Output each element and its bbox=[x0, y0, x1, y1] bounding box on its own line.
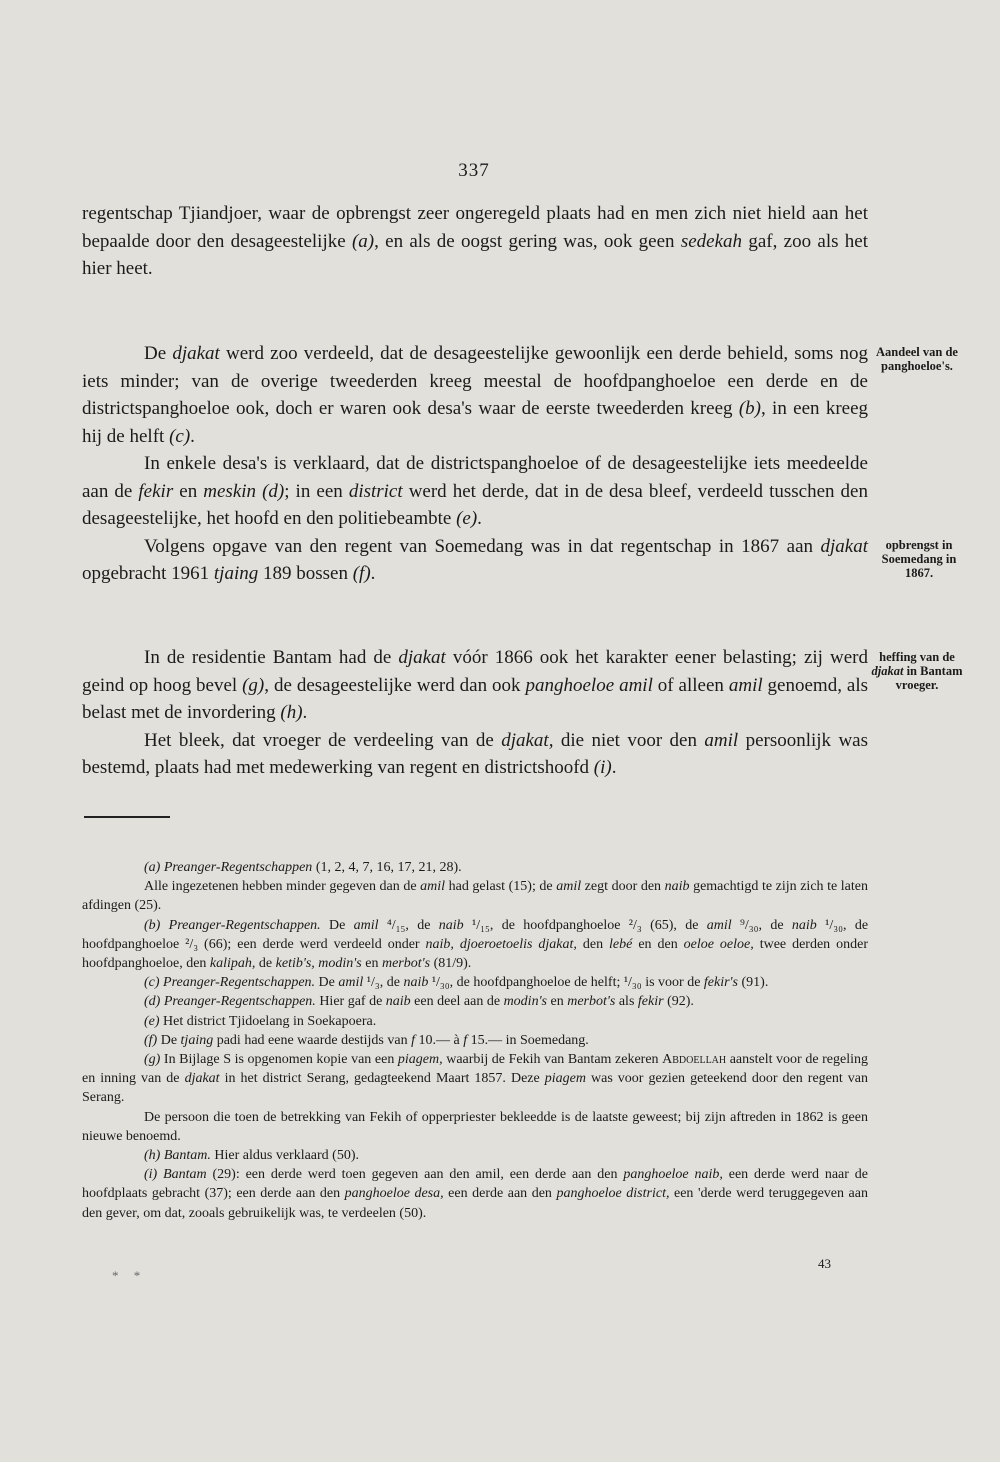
footnote-a-cont: Alle ingezetenen hebben minder gegeven dan de amil had gelast (15); de amil zegt door den naib gemachtigd te zijn zich te laten afdingen (25). bbox=[82, 879, 868, 914]
margin-note-bantam: heffing van de djakat in Bantam vroeger. bbox=[871, 650, 963, 692]
print-artifact: * * bbox=[112, 1268, 147, 1283]
footnote-g: (g) In Bijlage S is opgenomen kopie van een piagem, waarbij de Fekih van Bantam zekeren Abdoellah aanstelt voor de regeling en inning van de djakat in het district Serang, gedagteekend Maart 1857. Deze piagem was voor gezien geteekend door den regent van Serang. bbox=[82, 1052, 869, 1106]
footnote-c: (c) Preanger-Regentschappen. De amil ¹/₃, de naib ¹/₃₀, de hoofdpanghoeloe de helft; ¹/₃₀ is voor de fekir's (91). bbox=[144, 975, 769, 991]
footnote-e: (e) Het district Tjidoelang in Soekapoera. bbox=[144, 1013, 377, 1029]
page-number: 337 bbox=[458, 160, 490, 181]
paragraph-group-bantam bbox=[82, 644, 868, 782]
paragraph-3: In enkele desa's is verklaard, dat de districtspanghoeloe of de desageestelijke iets meedeelde aan de fekir en meskin (d); in een district werd het derde, dat in de desa bleef, verdeeld tusschen den desageestelijke, het hoofd en den politiebeambte (e). bbox=[82, 453, 868, 529]
footnote-b: (b) Preanger-Regentschappen. De amil ⁴/₁₅, de naib ¹/₁₅, de hoofdpanghoeloe ²/₃ (65), de amil ⁹/₃₀, de naib ¹/₃₀, de hoofdpanghoeloe ²/₃ (66); een derde werd verdeeld onder naib, djoeroetoelis djakat, den lebé en den oeloe oeloe, twee derden onder hoofdpanghoeloe, den kalipah, de ketib's, modin's en merbot's (81/9). bbox=[82, 917, 869, 972]
margin-note-soemedang: opbrengst in Soemedang in 1867. bbox=[881, 538, 957, 580]
paragraph-6: Het bleek, dat vroeger de verdeeling van de djakat, die niet voor den amil persoonlijk was bestemd, plaats had met medewerking van regent en districtshoofd (i). bbox=[82, 729, 868, 778]
signature-mark: 43 bbox=[818, 1256, 831, 1271]
footnote-rule bbox=[84, 816, 170, 818]
footnote-g-cont: De persoon die toen de betrekking van Fekih of opperpriester bekleedde is de laatste geweest; bij zijn aftreden in 1862 is geen nieuwe benoemd. bbox=[82, 1109, 868, 1144]
footnote-f: (f) De tjaing padi had eene waarde destijds van f 10.— à f 15.— in Soemedang. bbox=[144, 1032, 589, 1048]
footnote-i: (i) Bantam (29): een derde werd toen gegeven aan den amil, een derde aan den panghoeloe naib, een derde werd naar de hoofdplaats gebracht (37); een derde aan den panghoeloe desa, een derde aan den panghoeloe district, een 'derde werd teruggegeven aan den gever, om dat, zooals gebruikelijk was, te verdeelen (50). bbox=[82, 1167, 868, 1221]
paragraph-2: De djakat werd zoo verdeeld, dat de desageestelijke gewoonlijk een derde behield, soms nog iets minder; van de overige tweederden kreeg meestal de hoofdpanghoeloe een derde en de districtspanghoeloe ook, doch er waren ook desa's waar de eerste tweederden kreeg (b), in een kreeg hij de helft (c). bbox=[82, 343, 869, 447]
footnote-h: (h) Bantam. Hier aldus verklaard (50). bbox=[144, 1148, 359, 1164]
footnote-a: (a) Preanger-Regentschappen (1, 2, 4, 7, 16, 17, 21, 28). bbox=[144, 860, 462, 875]
footnote-d: (d) Preanger-Regentschappen. Hier gaf de naib een deel aan de modin's en merbot's als fekir (92). bbox=[144, 994, 694, 1010]
margin-note-panghoeloe: Aandeel van de panghoeloe's. bbox=[876, 345, 958, 373]
paragraph-group-djakat-division bbox=[82, 340, 868, 588]
paragraph-5: In de residentie Bantam had de djakat vóór 1866 ook het karakter eener belasting; zij werd geind op hoog bevel (g), de desageestelijke werd dan ook panghoeloe amil of alleen amil genoemd, als belast met de invordering (h). bbox=[82, 647, 868, 723]
paragraph-4: Volgens opgave van den regent van Soemedang was in dat regentschap in 1867 aan djakat opgebracht 1961 tjaing 189 bossen (f). bbox=[82, 535, 868, 584]
footnotes bbox=[82, 858, 868, 1223]
paragraph-1: regentschap Tjiandjoer, waar de opbrengst zeer ongeregeld plaats had en men zich niet hield aan het bepaalde door den desageestelijke (a), en als de oogst gering was, ook geen sedekah gaf, zoo als het hier heet. bbox=[82, 203, 868, 279]
